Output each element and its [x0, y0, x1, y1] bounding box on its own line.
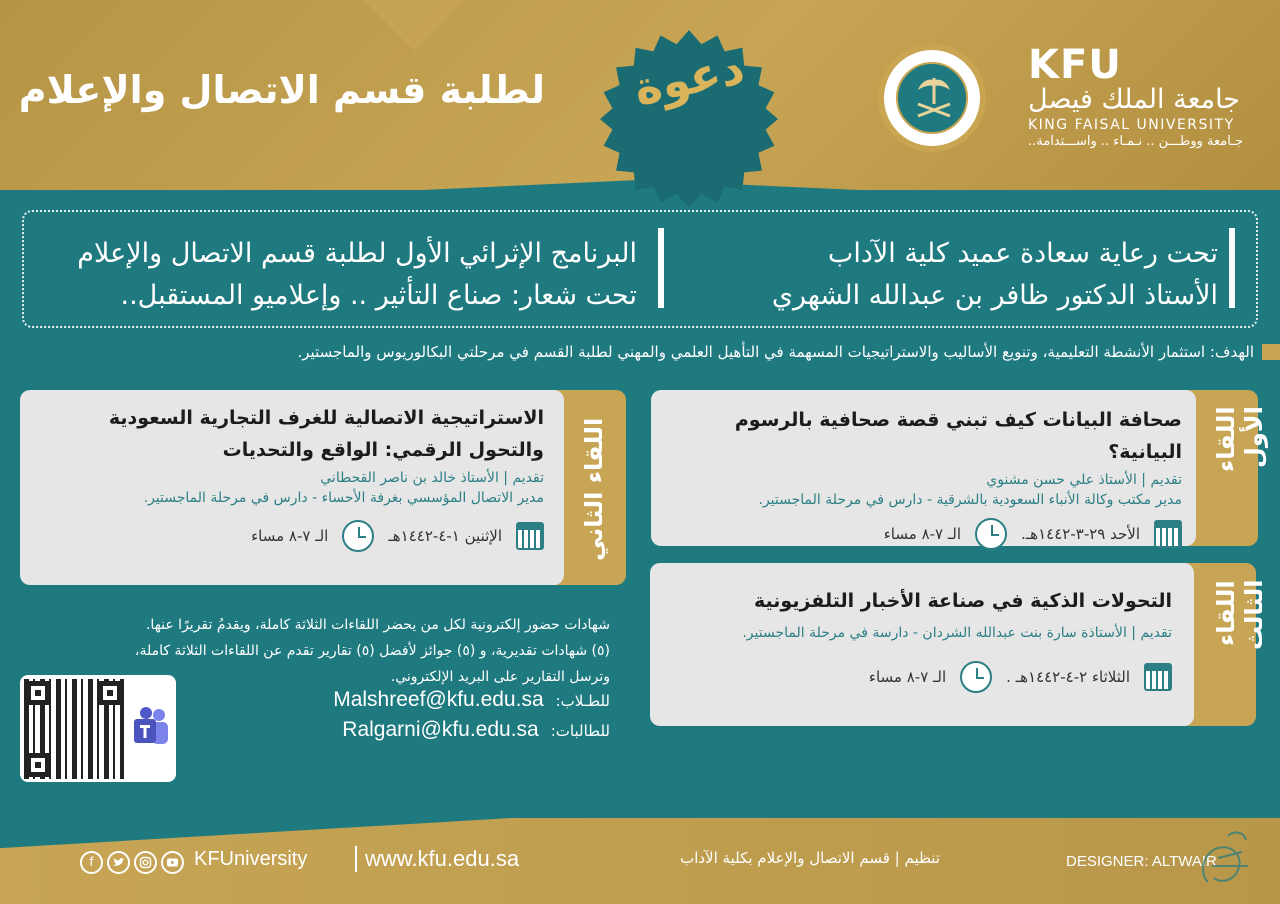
university-name-ar: جامعة الملك فيصل	[1028, 84, 1240, 115]
facebook-icon[interactable]: f	[80, 851, 103, 874]
clock-icon	[960, 661, 992, 693]
session-1-title: صحافة البيانات كيف تبني قصة صحافية بالرسوم البيانية؟	[734, 409, 1182, 463]
calendar-icon	[1144, 663, 1172, 691]
contact-label: للطـلاب:	[555, 692, 610, 710]
certificates-line-1: شهادات حضور إلكترونية لكل من يحضر اللقاءات الثلاثة كاملة، ويقدمُ تقريرًا عنها.	[145, 617, 610, 633]
session-1-label: اللقاء الأول	[1212, 406, 1268, 472]
session-3-date: الثلاثاء ٢-٤-١٤٤٢هـ .	[1006, 668, 1130, 686]
qr-finder	[26, 681, 50, 705]
program-line-2: تحت شعار: صناع التأثير .. وإعلاميو المستقبل..	[120, 280, 637, 311]
email-link[interactable]: Malshreef@kfu.edu.sa	[333, 688, 544, 711]
certificates-line-2: (٥) شهادات تقديرية، و (٥) جوائز لأفضل (٥) تقارير تقدم عن اللقاءات الثلاثة كاملة،	[134, 643, 610, 659]
session-1-card	[651, 390, 1196, 546]
session-3-label: اللقاء الثالث	[1212, 580, 1268, 651]
program-line-1: البرنامج الإثرائي الأول لطلبة قسم الاتصال والإعلام	[77, 238, 637, 269]
contact-students	[333, 688, 610, 712]
session-3-card	[650, 563, 1194, 726]
session-2-position: مدير الاتصال المؤسسي بغرفة الأحساء - دارس في مرحلة الماجستير.	[143, 490, 544, 506]
organizer-text: تنظيم | قسم الاتصال والإعلام بكلية الآداب	[680, 849, 940, 867]
palm-swords-icon	[898, 64, 970, 136]
invitation-badge-text: دعوة	[629, 40, 749, 116]
teams-icon[interactable]	[132, 705, 170, 751]
university-slogan: جـامعة ووطـــن .. نـمـاء .. واســـتدامة..	[1028, 134, 1244, 149]
website-link[interactable]: www.kfu.edu.sa	[355, 846, 519, 872]
certificates-line-3: وترسل التقارير على البريد الإلكتروني.	[390, 669, 610, 685]
certificates-info	[135, 612, 610, 690]
session-2-date: الإثنين ١-٤-١٤٤٢هـ	[388, 527, 502, 545]
qr-finder	[26, 753, 50, 777]
page-title: لطلبة قسم الاتصال والإعلام	[18, 68, 545, 112]
session-1-presenter: تقديم | الأستاذ علي حسن مشنوي	[986, 472, 1182, 488]
calendar-icon	[516, 522, 544, 550]
patronage-line-1: تحت رعاية سعادة عميد كلية الآداب	[827, 238, 1218, 269]
session-3-title: التحولات الذكية في صناعة الأخبار التلفزيونية	[754, 590, 1172, 612]
calendar-icon	[1154, 520, 1182, 548]
social-handle[interactable]: KFUniversity	[194, 848, 308, 870]
session-2-card	[20, 390, 564, 585]
qr-finder	[98, 681, 122, 705]
session-2-label: اللقاء الثاني	[580, 418, 608, 562]
clock-icon	[342, 520, 374, 552]
twitter-icon[interactable]	[107, 851, 130, 874]
contact-female-students	[342, 718, 610, 742]
program-divider	[658, 228, 664, 308]
session-2-title: الاستراتيجية الاتصالية للغرف التجارية السعودية والتحول الرقمي: الواقع والتحديات	[108, 407, 544, 461]
instagram-icon[interactable]	[134, 851, 157, 874]
session-1-date: الأحد ٢٩-٣-١٤٤٢هـ.	[1021, 525, 1140, 543]
session-3-time: الـ ٧-٨ مساء	[868, 668, 947, 686]
session-1-time: الـ ٧-٨ مساء	[883, 525, 962, 543]
goal-marker	[1262, 344, 1280, 360]
clock-icon	[975, 518, 1007, 550]
goal-text: الهدف: استثمار الأنشطة التعليمية، وتنويع الأساليب والاستراتيجيات المسهمة في التأهيل العلمي والمهني لطلبة القسم في مرحلتي البكالوريوس والماجستير.	[297, 343, 1254, 361]
session-2-presenter: تقديم | الأستاذ خالد بن ناصر القحطاني	[320, 470, 544, 486]
email-link[interactable]: Ralgarni@kfu.edu.sa	[342, 718, 539, 741]
signature-mark-icon	[1188, 822, 1264, 898]
session-2-time: الـ ٧-٨ مساء	[251, 527, 329, 545]
youtube-icon[interactable]	[161, 851, 184, 874]
university-emblem-center	[896, 62, 968, 134]
designer-credit: DESIGNER: ALTWAIR	[1066, 853, 1217, 870]
university-acronym: KFU	[1028, 42, 1122, 88]
session-1-position: مدير مكتب وكالة الأنباء السعودية بالشرقية - دارس في مرحلة الماجستير.	[758, 492, 1182, 508]
contact-label: للطالبات:	[550, 722, 610, 740]
session-3-presenter: تقديم | الأستاذة سارة بنت عبدالله الشردان - دارسة في مرحلة الماجستير.	[742, 625, 1172, 641]
university-name-en: KING FAISAL UNIVERSITY	[1028, 117, 1235, 133]
patronage-divider	[1229, 228, 1235, 308]
patronage-line-2: الأستاذ الدكتور ظافر بن عبدالله الشهري	[771, 280, 1218, 311]
